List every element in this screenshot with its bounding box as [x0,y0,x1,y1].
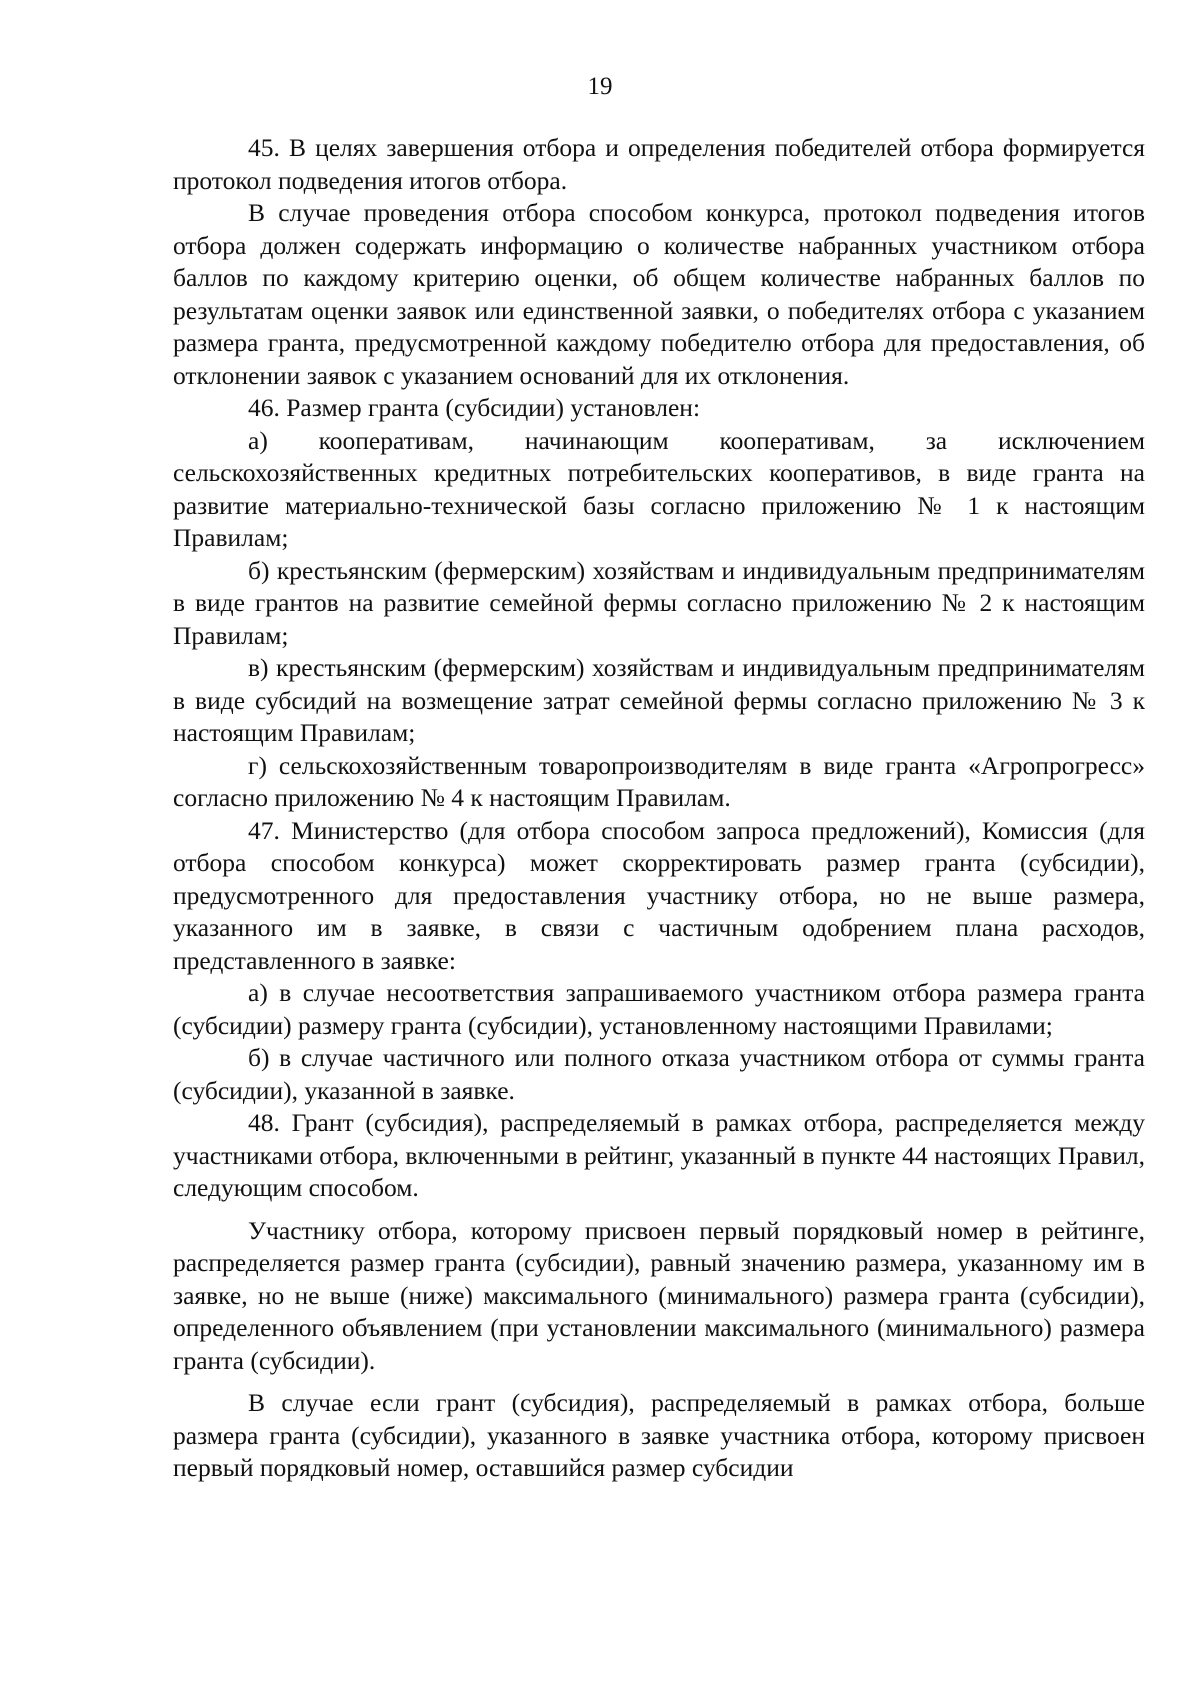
paragraph-48: 48. Грант (субсидия), распределяемый в рамках отбора, распределяется между участниками отбора, включенными в рейтинг, указанный в пункте 44 настоящих Правил, следующим способом. [173,1108,1145,1202]
paragraph-46-b: б) крестьянским (фермерским) хозяйствам и индивидуальным предпринимателям в виде грантов на развитие семейной фермы согласно приложению № 2 к настоящим Правилам; [173,555,1145,650]
paragraph-48-remaining-amount: В случае если грант (субсидия), распределяемый в рамках отбора, больше размера гранта (субсидии), указанного в заявке участника отбора, которому присвоен первый порядковый номер, оставшийся размер субсидии [173,1388,1145,1482]
paragraph-46-a: а) кооперативам, начинающим кооперативам, за исключением сельскохозяйственных кредитных потребительских кооперативов, в виде гранта на развитие материально-технической базы согласно приложению № 1 к настоящим Правилам; [173,425,1145,552]
page-number: 19 [587,73,613,100]
paragraph-47: 47. Министерство (для отбора способом запроса предложений), Комиссия (для отбора способом конкурса) может скорректировать размер гранта (субсидии), предусмотренного для предоставления участнику отбора, но не выше размера, указанного им в заявке, в связи с частичным одобрением плана расходов, представленного в заявке: [173,815,1145,975]
document-body [173,132,1145,1485]
paragraph-46-v: в) крестьянским (фермерским) хозяйствам и индивидуальным предпринимателям в виде субсидий на возмещение затрат семейной фермы согласно приложению № 3 к настоящим Правилам; [173,653,1145,747]
paragraph-45-protocol-contents: В случае проведения отбора способом конкурса, протокол подведения итогов отбора должен содержать информацию о количестве набранных участником отбора баллов по каждому критерию оценки, об общем количестве набранных баллов по результатам оценки заявок или единственной заявки, о победителях отбора с указанием размера гранта, предусмотренной каждому победителю отбора для предоставления, об отклонении заявок с указанием оснований для их отклонения. [173,198,1145,390]
paragraph-47-b: б) в случае частичного или полного отказа участником отбора от суммы гранта (субсидии), указанной в заявке. [173,1043,1145,1105]
paragraph-47-a: а) в случае несоответствия запрашиваемого участником отбора размера гранта (субсидии) размеру гранта (субсидии), установленному настоящими Правилами; [173,978,1145,1040]
paragraph-46: 46. Размер гранта (субсидии) установлен: [248,393,701,422]
paragraph-46-g: г) сельскохозяйственным товаропроизводителям в виде гранта «Агропрогресс» согласно приложению № 4 к настоящим Правилам. [173,750,1145,812]
paragraph-48-first-participant: Участнику отбора, которому присвоен первый порядковый номер в рейтинге, распределяется размер гранта (субсидии), равный значению размера, указанному им в заявке, но не выше (ниже) максимального (минимального) размера гранта (субсидии), определенного объявлением (при установлении максимального (минимального) размера гранта (субсидии). [173,1215,1145,1375]
paragraph-45: 45. В целях завершения отбора и определения победителей отбора формируется протокол подведения итогов отбора. [173,133,1145,195]
